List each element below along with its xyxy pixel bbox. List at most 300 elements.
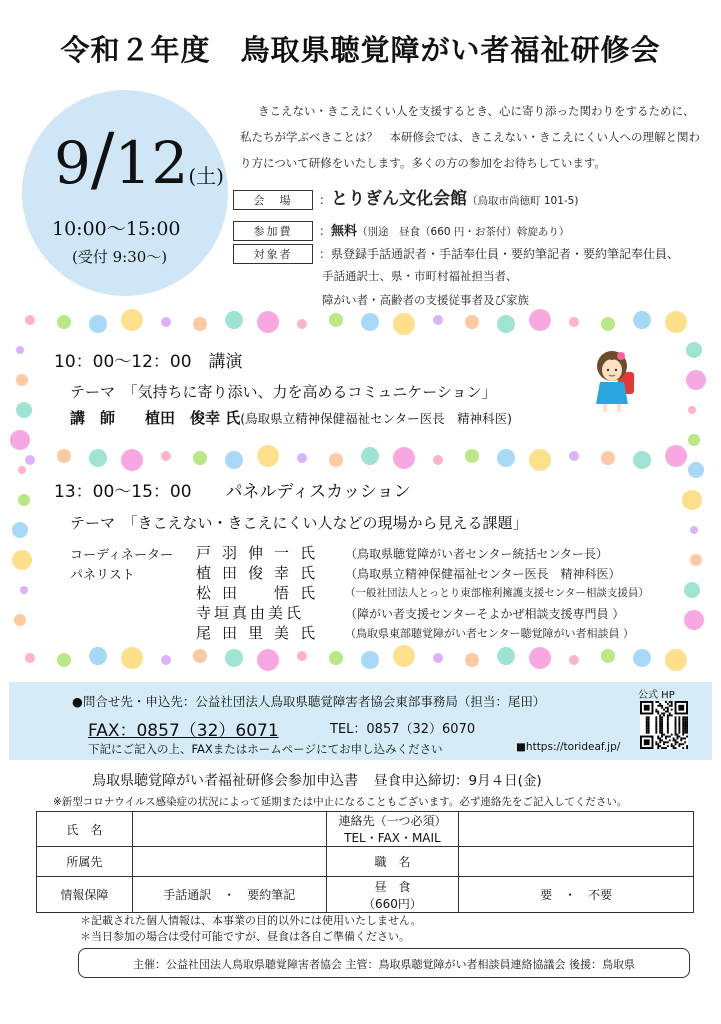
decorative-dot <box>329 313 343 327</box>
decorative-dot <box>682 490 702 510</box>
qr-module <box>665 747 667 749</box>
qr-module <box>667 714 669 716</box>
reception-time: (受付 9:30～) <box>72 248 168 266</box>
session1-theme-label: テーマ <box>70 383 116 401</box>
panelist-label: パネリスト <box>70 568 135 583</box>
venue-address: （鳥取市尚徳町 101-5) <box>467 195 579 207</box>
qr-module <box>663 713 665 715</box>
qr-module <box>669 705 671 707</box>
qr-module <box>667 707 669 709</box>
support-options[interactable]: 手話通訳 ・ 要約筆記 <box>132 877 326 913</box>
qr-module <box>655 720 657 722</box>
qr-module <box>682 716 684 718</box>
decorative-dot <box>686 370 706 390</box>
qr-module <box>673 747 675 749</box>
qr-module <box>682 726 684 728</box>
qr-module <box>661 722 663 724</box>
qr-module <box>655 728 657 730</box>
decorative-dot <box>89 315 107 333</box>
qr-module <box>648 728 650 730</box>
qr-module <box>657 736 659 738</box>
person-name: 植田俊幸氏 <box>196 564 327 582</box>
qr-module <box>661 705 663 707</box>
qr-module <box>665 736 667 738</box>
qr-module <box>684 741 686 743</box>
qr-module <box>684 730 686 732</box>
decorative-dot <box>20 586 28 594</box>
qr-module <box>655 743 657 745</box>
qr-module <box>675 720 677 722</box>
decorative-dot <box>393 447 415 469</box>
qr-module <box>682 747 684 749</box>
decorative-dot <box>12 550 32 570</box>
form-title <box>92 769 542 790</box>
qr-module <box>671 743 673 745</box>
qr-module <box>669 739 671 741</box>
qr-module <box>682 722 684 724</box>
qr-module <box>659 741 661 743</box>
qr-module <box>667 711 669 713</box>
person-affiliation: （鳥取県東部聴覚障がい者センター聴覚障がい者相談員 ） <box>345 627 635 640</box>
qr-module <box>657 711 659 713</box>
decorative-dot <box>361 651 379 669</box>
date-weekday: (土) <box>188 164 224 188</box>
qr-module <box>684 718 686 720</box>
qr-module <box>671 705 673 707</box>
qr-module <box>667 724 669 726</box>
qr-module <box>671 703 673 705</box>
contact-field[interactable] <box>459 812 694 847</box>
decorative-dot <box>257 445 279 467</box>
decorative-dot <box>665 649 687 671</box>
qr-module <box>646 716 648 718</box>
qr-module <box>661 736 663 738</box>
application-form <box>36 811 694 913</box>
contact-info: ●問合せ先・申込先：公益社団法人鳥取県聴覚障害者協会東部事務局（担当：尾田） <box>72 694 546 709</box>
qr-module <box>682 734 684 736</box>
session2-theme-label: テーマ <box>70 514 116 532</box>
qr-module <box>659 720 661 722</box>
qr-module <box>684 716 686 718</box>
decorative-dot <box>497 449 515 467</box>
affiliation-field[interactable] <box>132 847 326 877</box>
qr-module <box>663 743 665 745</box>
session2-theme <box>70 512 528 533</box>
qr-module <box>663 714 665 716</box>
decorative-dot <box>601 317 615 331</box>
form-title-text: 鳥取県聴覚障がい者福祉研修会参加申込書 <box>92 773 358 789</box>
decorative-dot <box>686 342 702 358</box>
decorative-dot <box>25 455 35 465</box>
decorative-dot <box>16 346 24 354</box>
qr-module <box>663 709 665 711</box>
qr-module <box>686 728 688 730</box>
qr-module <box>644 739 650 745</box>
qr-module <box>648 718 650 720</box>
qr-module <box>646 722 648 724</box>
qr-module <box>648 720 650 722</box>
qr-module <box>678 720 680 722</box>
decorative-dot <box>57 449 71 463</box>
venue-colon: ： <box>319 193 332 207</box>
decorative-dot <box>14 614 26 626</box>
qr-module <box>667 716 669 718</box>
qr-module <box>655 709 657 711</box>
qr-code-icon[interactable] <box>640 701 688 749</box>
girl-illustration-icon <box>588 348 640 414</box>
qr-module <box>682 732 684 734</box>
qr-module <box>661 716 663 718</box>
qr-module <box>671 734 673 736</box>
session2-time: 13：00～15：00 パネルディスカッション <box>54 482 411 502</box>
qr-module <box>675 724 677 726</box>
decorative-dot <box>257 311 279 333</box>
qr-module <box>671 701 673 703</box>
qr-module <box>659 716 661 718</box>
person-affiliation: （一般社団法人とっとり東部権利擁護支援センター相談支援員） <box>345 587 649 599</box>
decorative-dot <box>297 319 307 329</box>
qr-module <box>648 724 650 726</box>
venue-label: 会 場 <box>233 190 313 210</box>
decorative-dot <box>465 315 479 329</box>
decorative-dot <box>57 315 71 329</box>
homepage-label: 公式 HP <box>638 690 675 701</box>
decorative-dot <box>18 466 26 474</box>
qr-module <box>675 747 677 749</box>
decorative-dot <box>89 647 107 665</box>
qr-module <box>659 737 661 739</box>
qr-module <box>686 716 688 718</box>
qr-module <box>661 732 663 734</box>
qr-module <box>680 739 682 741</box>
decorative-dot <box>193 649 207 663</box>
fee-row <box>233 220 569 241</box>
person-affiliation: （障がい者支援センターそよかぜ相談支援専門員 ） <box>345 607 625 621</box>
decorative-dot <box>393 313 415 335</box>
qr-module <box>659 703 661 705</box>
qr-module <box>667 732 669 734</box>
date-slash: / <box>90 118 115 200</box>
qr-module <box>661 739 663 741</box>
qr-module <box>676 741 678 743</box>
qr-module <box>686 747 688 749</box>
decorative-dot <box>529 309 551 331</box>
lunch-options[interactable]: 要 ・ 不要 <box>459 877 694 913</box>
qr-module <box>676 737 678 739</box>
decorative-dot <box>329 651 343 665</box>
qr-module <box>686 745 688 747</box>
qr-module <box>671 745 673 747</box>
decorative-dot <box>569 317 579 327</box>
qr-module <box>682 728 684 730</box>
qr-module <box>678 732 680 734</box>
sameday-note: ＊当日参加の場合は受付可能ですが、昼食は各自ご準備ください。 <box>80 930 410 943</box>
qr-module <box>659 739 661 741</box>
decorative-dot <box>257 649 279 671</box>
qr-module <box>655 732 657 734</box>
qr-module <box>646 728 648 730</box>
qr-module <box>680 743 682 745</box>
fee-label: 参加費 <box>233 221 313 241</box>
event-time: 10:00～15:00 <box>52 218 181 240</box>
decorative-dot <box>161 451 171 461</box>
qr-module <box>659 714 661 716</box>
qr-module <box>657 705 659 707</box>
contact-label-line2: TEL・FAX・MAIL <box>344 831 441 845</box>
coordinator-label: コーディネーター <box>70 548 173 563</box>
session1-lecturer-suffix: 氏 <box>220 409 241 427</box>
decorative-dot <box>684 610 704 630</box>
qr-module <box>665 741 667 743</box>
qr-module <box>675 739 677 741</box>
job-field[interactable] <box>459 847 694 877</box>
qr-module <box>661 724 663 726</box>
qr-module <box>684 720 686 722</box>
person-name: 戸羽伸一氏 <box>196 544 327 562</box>
decorative-dot <box>688 434 700 446</box>
job-label: 職 名 <box>326 847 459 877</box>
qr-module <box>678 730 680 732</box>
qr-module <box>655 701 657 703</box>
qr-module <box>678 716 680 718</box>
person-name: 松田 悟氏 <box>196 584 327 602</box>
qr-module <box>682 737 684 739</box>
qr-module <box>684 737 686 739</box>
decorative-dot <box>633 451 651 469</box>
qr-module <box>663 741 665 743</box>
qr-module <box>669 714 671 716</box>
decorative-dot <box>297 453 307 463</box>
decorative-dot <box>601 649 615 663</box>
qr-module <box>661 718 663 720</box>
decorative-dot <box>12 522 28 538</box>
qr-module <box>686 732 688 734</box>
page-title: 令和２年度 鳥取県聴覚障がい者福祉研修会 <box>60 33 661 67</box>
person-affiliation: （鳥取県聴覚障がい者センター統括センター長） <box>345 547 609 561</box>
target-label: 対象者 <box>233 244 313 264</box>
qr-module <box>678 718 680 720</box>
qr-module <box>659 745 661 747</box>
qr-module <box>648 730 650 732</box>
decorative-dot <box>297 651 307 661</box>
qr-module <box>661 734 663 736</box>
contact-label-line1: 連絡先（一つ必須） <box>338 814 447 828</box>
qr-module <box>659 718 661 720</box>
qr-module <box>665 707 667 709</box>
qr-module <box>678 724 680 726</box>
session2-theme-text: 「きこえない・きこえにくい人などの現場から見える課題」 <box>130 514 528 532</box>
qr-module <box>646 724 648 726</box>
decorative-dot <box>665 445 687 467</box>
qr-module <box>646 720 648 722</box>
qr-module <box>675 718 677 720</box>
qr-module <box>655 718 657 720</box>
qr-module <box>667 703 669 705</box>
qr-module <box>686 722 688 724</box>
qr-module <box>661 707 663 709</box>
contact-note: 下記にご記入の上、FAXまたはホームページにてお申し込みください <box>88 742 443 756</box>
date-month: 9 <box>54 129 91 197</box>
name-label: 氏 名 <box>37 812 133 847</box>
qr-module <box>671 709 673 711</box>
qr-module <box>667 736 669 738</box>
decorative-dot <box>529 449 551 471</box>
qr-module <box>682 720 684 722</box>
decorative-dot <box>393 645 415 667</box>
affiliation-label: 所属先 <box>37 847 133 877</box>
decorative-dot <box>433 653 443 663</box>
qr-module <box>678 726 680 728</box>
decorative-dot <box>18 494 30 506</box>
qr-module <box>686 726 688 728</box>
decorative-dot <box>121 647 143 669</box>
decorative-dot <box>225 311 243 329</box>
decorative-dot <box>569 451 579 461</box>
homepage-link[interactable]: ■https://torideaf.jp/ <box>516 741 621 753</box>
decorative-dot <box>193 317 207 331</box>
decorative-dot <box>529 647 551 669</box>
contact-label <box>326 812 459 847</box>
qr-module <box>661 720 663 722</box>
qr-module <box>673 737 675 739</box>
qr-module <box>686 724 688 726</box>
qr-module <box>684 722 686 724</box>
qr-module <box>682 718 684 720</box>
target-line3: 障がい者・高齢者の支援従事者及び家族 <box>322 293 529 307</box>
decorative-dot <box>193 451 207 465</box>
decorative-dot <box>89 449 107 467</box>
decorative-dot <box>465 653 479 667</box>
qr-module <box>686 718 688 720</box>
qr-module <box>655 730 657 732</box>
qr-module <box>669 736 671 738</box>
qr-module <box>659 724 661 726</box>
intro-text: きこえない・きこえにくい人を支援するとき、心に寄り添った関わりをするために、私たちが学ぶべきことは？ 本研修会では、きこえない・きこえにくい人への理解と関わり方について研修をいたします。多くの方の参加をお待ちしています。 <box>240 104 700 170</box>
qr-module <box>678 736 680 738</box>
qr-module <box>663 747 665 749</box>
qr-module <box>675 728 677 730</box>
fee-colon: ： <box>319 224 332 238</box>
decorative-dot <box>690 554 702 566</box>
decorative-dot <box>16 374 28 386</box>
name-field[interactable] <box>132 812 326 847</box>
qr-module <box>657 743 659 745</box>
person-affiliation: （鳥取県立精神保健福祉センター医長 精神科医） <box>345 567 621 581</box>
qr-module <box>678 743 680 745</box>
session1-lecturer-label: 講 師 <box>70 409 116 427</box>
decorative-dot <box>161 317 171 327</box>
decorative-dot <box>688 462 704 478</box>
qr-module <box>655 724 657 726</box>
decorative-dot <box>361 447 379 465</box>
decorative-dot <box>569 655 579 665</box>
lunch-label-line2: （660円） <box>362 896 422 911</box>
qr-module <box>676 734 678 736</box>
qr-module <box>667 720 669 722</box>
qr-module <box>678 745 680 747</box>
qr-module <box>669 701 671 703</box>
qr-module <box>667 730 669 732</box>
covid-warning: ※新型コロナウイルス感染症の状況によって延期または中止になることもございます。必ず連絡先をご記入してください。 <box>53 796 628 808</box>
qr-module <box>682 724 684 726</box>
qr-module <box>686 730 688 732</box>
qr-module <box>684 732 686 734</box>
decorative-dot <box>161 655 171 665</box>
qr-module <box>646 730 648 732</box>
qr-module <box>684 728 686 730</box>
venue-name: とりぎん文化会館 <box>331 189 468 209</box>
target-line2: 手話通訳士、県・市町村福祉担当者、 <box>322 269 518 283</box>
qr-module <box>678 705 684 711</box>
qr-module <box>657 745 659 747</box>
qr-module <box>659 722 661 724</box>
decorative-dot <box>433 455 443 465</box>
qr-module <box>657 713 659 715</box>
qr-module <box>675 716 677 718</box>
decorative-dot <box>121 449 143 471</box>
date-day: 12 <box>114 129 189 197</box>
decorative-dot <box>16 402 32 418</box>
qr-module <box>661 713 663 715</box>
decorative-dot <box>25 315 35 325</box>
qr-module <box>667 718 669 720</box>
qr-module <box>665 701 667 703</box>
qr-module <box>659 728 661 730</box>
qr-module <box>675 743 677 745</box>
support-label: 情報保障 <box>37 877 133 913</box>
decorative-dot <box>497 647 515 665</box>
qr-module <box>655 741 657 743</box>
qr-module <box>661 726 663 728</box>
decorative-dot <box>57 653 71 667</box>
qr-module <box>657 701 659 703</box>
decorative-dot <box>633 311 651 329</box>
qr-module <box>646 718 648 720</box>
decorative-dot <box>329 453 343 467</box>
qr-module <box>648 722 650 724</box>
decorative-dot <box>10 430 30 450</box>
decorative-dot <box>465 449 479 463</box>
qr-module <box>675 732 677 734</box>
decorative-dot <box>688 406 696 414</box>
qr-module <box>675 741 677 743</box>
fee-value: 無料 <box>331 224 358 239</box>
decorative-dot <box>361 313 379 331</box>
qr-module <box>657 737 659 739</box>
decorative-dot <box>225 649 243 667</box>
qr-module <box>675 730 677 732</box>
qr-module <box>667 726 669 728</box>
qr-module <box>655 711 657 713</box>
qr-module <box>661 728 663 730</box>
session1-lecturer <box>70 407 512 428</box>
qr-module <box>657 747 659 749</box>
qr-module <box>646 726 648 728</box>
qr-module <box>665 711 667 713</box>
qr-module <box>663 734 665 736</box>
qr-module <box>675 726 677 728</box>
decorative-dot <box>433 315 443 325</box>
person-name: 尾田里美氏 <box>196 624 327 642</box>
qr-module <box>686 720 688 722</box>
qr-module <box>678 728 680 730</box>
session1-time: 10：00～12：00 講演 <box>54 352 243 372</box>
qr-module <box>659 730 661 732</box>
qr-module <box>655 716 657 718</box>
qr-module <box>686 736 688 738</box>
venue-row <box>233 184 578 210</box>
decorative-dot <box>225 451 243 469</box>
